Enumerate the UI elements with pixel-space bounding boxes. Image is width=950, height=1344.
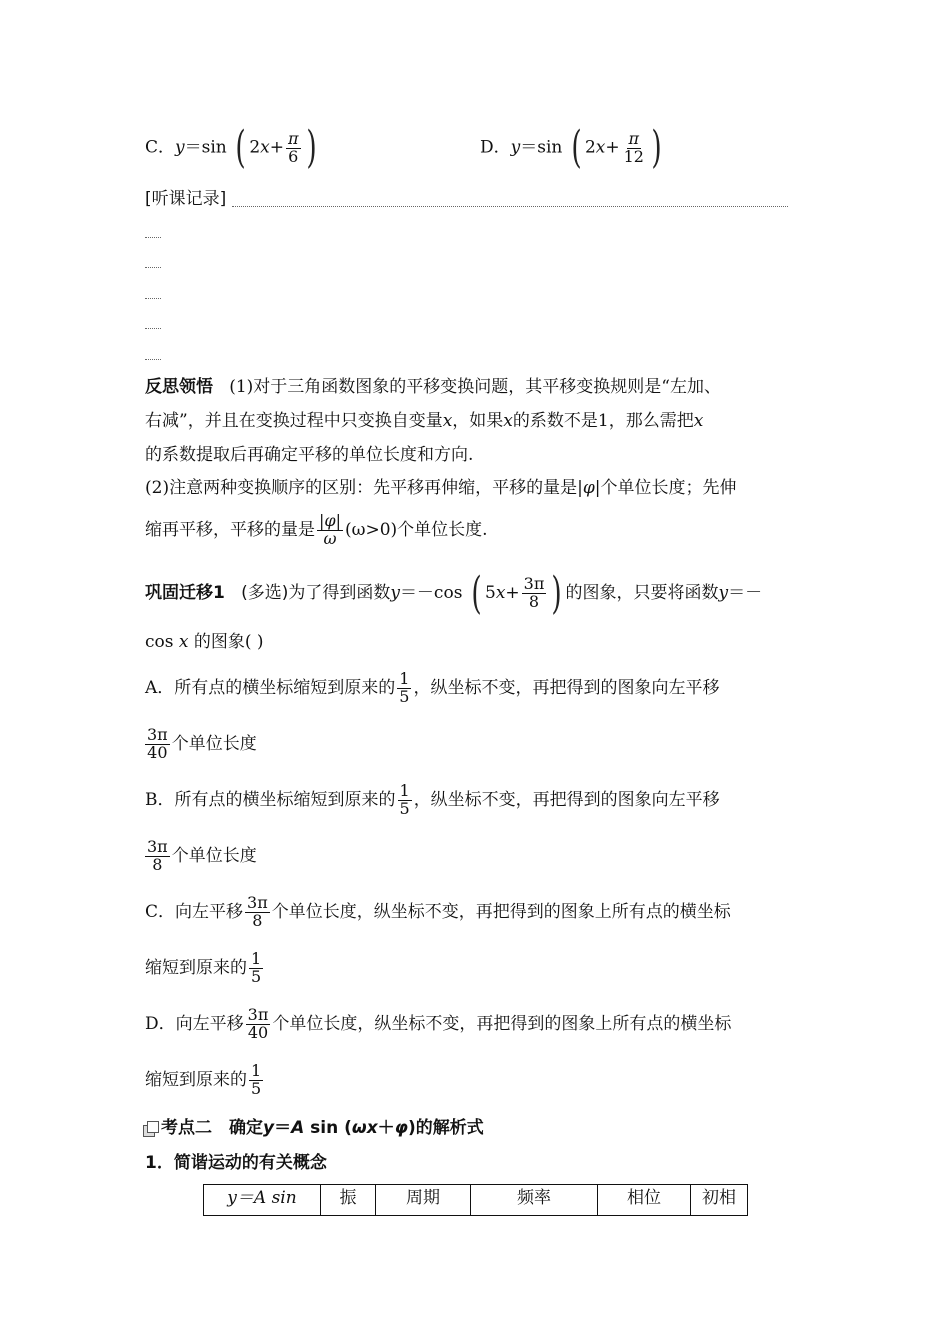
fraction: $\frac{1}{5}$ bbox=[251, 949, 262, 986]
paren-close: ) bbox=[551, 567, 563, 619]
notes-label: [听课记录] bbox=[145, 189, 227, 209]
fraction: $\frac{\pi}{12}$ bbox=[623, 128, 644, 166]
table-header-cell: 频率 bbox=[471, 1185, 598, 1216]
table-header-cell: y＝A sin bbox=[204, 1185, 321, 1216]
section-icon bbox=[143, 1121, 157, 1135]
table-row bbox=[204, 1185, 748, 1216]
table-header-cell: 周期 bbox=[376, 1185, 471, 1216]
reflection-title: 反思领悟 bbox=[145, 377, 213, 397]
table-header-cell: 振 bbox=[321, 1185, 376, 1216]
question-title: 巩固迁移1 bbox=[145, 583, 225, 603]
notes-line-2[interactable] bbox=[145, 237, 161, 238]
option-c-2: 缩短到原来的 $\frac{1}{5}$ bbox=[145, 949, 262, 986]
section-heading: 考点二 确定y＝A sin (ωx＋φ)的解析式 bbox=[143, 1116, 484, 1140]
reflection-line-2: 右减”，并且在变换过程中只变换自变量x，如果x的系数不是1，那么需把x bbox=[145, 411, 704, 431]
fraction: $\frac{3\pi}{8}$ bbox=[247, 893, 268, 930]
fraction: $\frac{|\varphi|}{\omega}$ bbox=[319, 511, 341, 548]
fraction: $\frac{3\pi}{40}$ bbox=[247, 1005, 269, 1042]
paren-open: ( bbox=[235, 122, 246, 173]
table-header-cell: 相位 bbox=[598, 1185, 691, 1216]
option-d-2: 缩短到原来的 $\frac{1}{5}$ bbox=[145, 1061, 262, 1098]
fraction: $\frac{3\pi}{8}$ bbox=[523, 574, 545, 611]
notes-line-6[interactable] bbox=[145, 359, 161, 360]
option-d[interactable]: D．向左平移 $\frac{3\pi}{40}$ 个单位长度，纵坐标不变，再把得到的图象上所有点的横坐标 bbox=[145, 1005, 732, 1042]
notes-line-1[interactable] bbox=[232, 206, 788, 207]
paren-close: ) bbox=[651, 122, 662, 173]
reflection-line-4: (2)注意两种变换顺序的区别：先平移再伸缩，平移的量是|φ|个单位长度；先伸 bbox=[145, 478, 737, 498]
option-d-formula: D．y＝sin ( 2x+ $\frac{\pi}{12}$ ) bbox=[480, 122, 662, 173]
notes-line-5[interactable] bbox=[145, 328, 161, 329]
option-c[interactable]: C．向左平移 $\frac{3\pi}{8}$ 个单位长度，纵坐标不变，再把得到的图象上所有点的横坐标 bbox=[145, 893, 731, 930]
option-b-2: $\frac{3\pi}{8}$ 个单位长度 bbox=[147, 837, 257, 874]
fraction: $\frac{\pi}{6}$ bbox=[288, 128, 299, 166]
harmonic-motion-table bbox=[203, 1184, 748, 1216]
fraction: $\frac{3\pi}{8}$ bbox=[147, 837, 168, 874]
fraction: $\frac{1}{5}$ bbox=[251, 1061, 262, 1098]
table-header-cell: 初相 bbox=[691, 1185, 748, 1216]
fraction: $\frac{1}{5}$ bbox=[399, 781, 410, 818]
option-c-label: C． bbox=[145, 137, 176, 158]
reflection-line-5: 缩再平移，平移的量是 $\frac{|\varphi|}{\omega}$ (ω>0)个单位长度. bbox=[145, 511, 488, 548]
notes-line-4[interactable] bbox=[145, 298, 161, 299]
fraction: $\frac{3\pi}{40}$ bbox=[147, 725, 168, 762]
option-a[interactable]: A．所有点的横坐标缩短到原来的 $\frac{1}{5}$ ，纵坐标不变，再把得到的图象向左平移 bbox=[145, 669, 720, 706]
question-1-stem-2: cos x 的图象( ) bbox=[145, 632, 264, 652]
subsection-heading: 1．简谐运动的有关概念 bbox=[145, 1153, 327, 1173]
option-a-2: $\frac{3\pi}{40}$ 个单位长度 bbox=[147, 725, 257, 762]
option-c-formula: C．y＝sin ( 2x+ $\frac{\pi}{6}$ ) bbox=[145, 122, 317, 173]
fraction: $\frac{1}{5}$ bbox=[399, 669, 410, 706]
paren-open: ( bbox=[571, 122, 582, 173]
question-1-stem: 巩固迁移1 (多选)为了得到函数y＝－cos ( 5x+ $\frac{3\pi}{8}$ ) 的图象，只要将函数y＝－ bbox=[145, 567, 763, 619]
option-b[interactable]: B．所有点的横坐标缩短到原来的 $\frac{1}{5}$ ，纵坐标不变，再把得到的图象向左平移 bbox=[145, 781, 720, 818]
paren-open: ( bbox=[471, 567, 482, 619]
reflection-line-3: 的系数提取后再确定平移的单位长度和方向. bbox=[145, 445, 474, 465]
option-d-label: D． bbox=[480, 137, 511, 158]
reflection-line-1: 反思领悟 (1)对于三角函数图象的平移变换问题，其平移变换规则是“左加、 bbox=[145, 377, 721, 397]
paren-close: ) bbox=[305, 122, 317, 173]
notes-line-3[interactable] bbox=[145, 267, 161, 268]
